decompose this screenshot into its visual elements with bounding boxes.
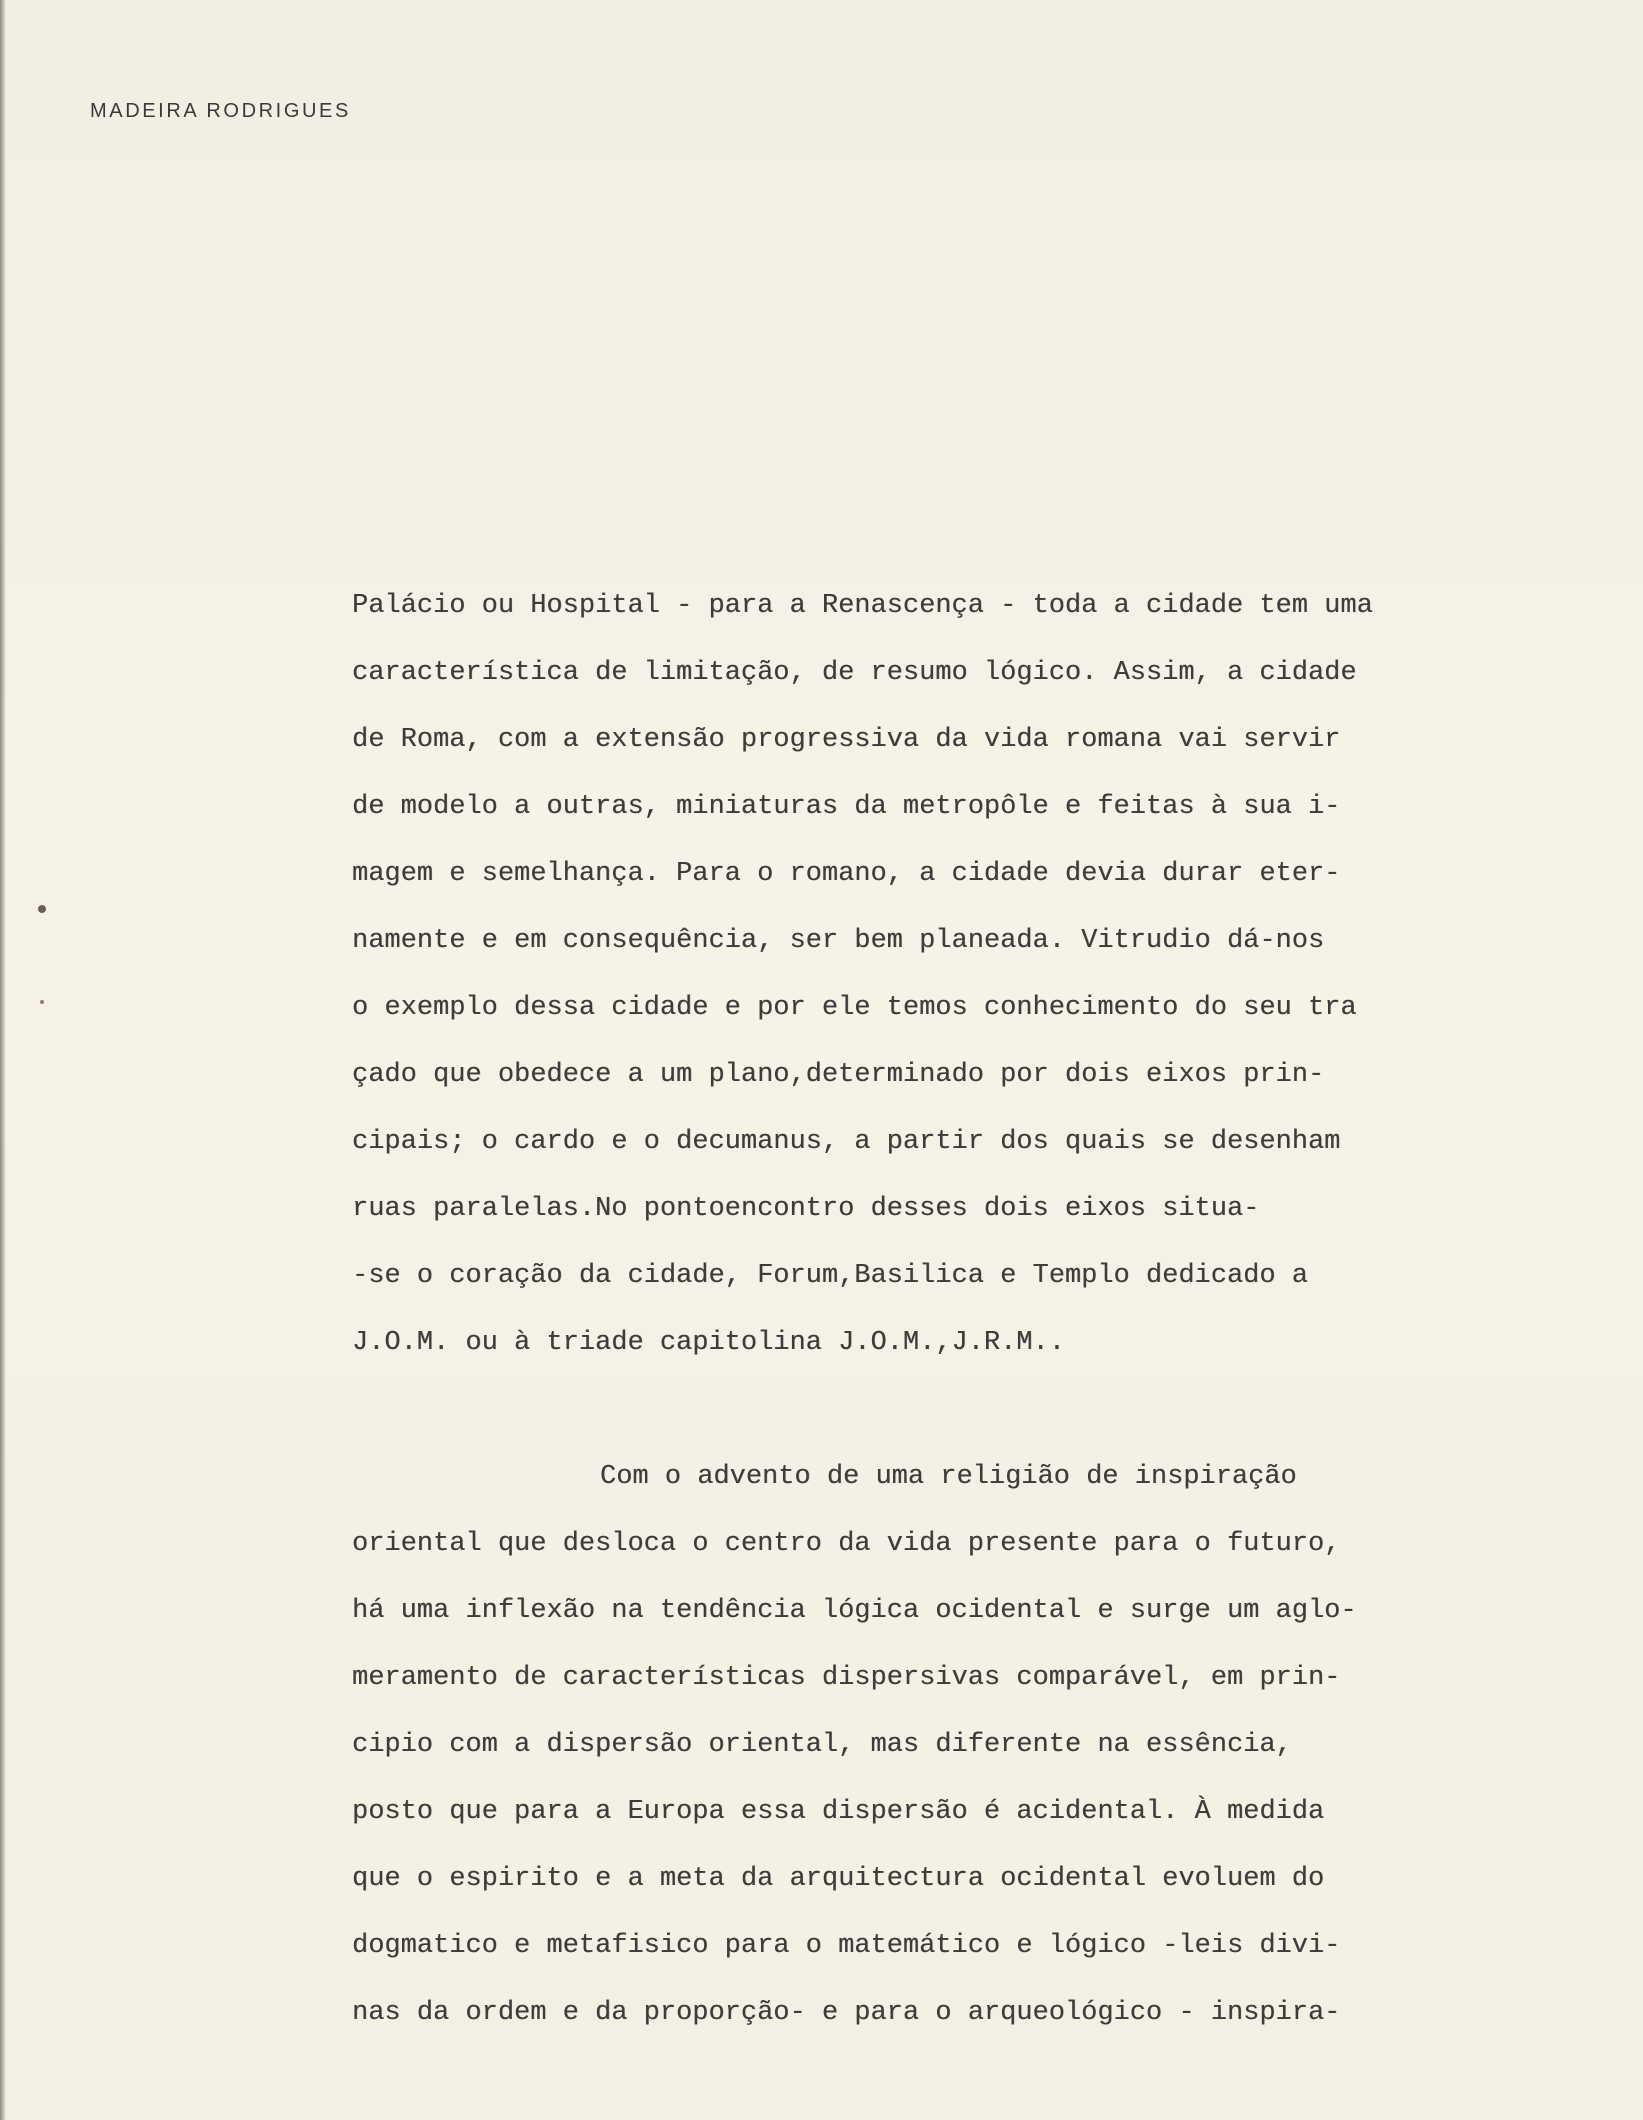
text-line: o exemplo dessa cidade e por ele temos conhecimento do seu tra <box>352 993 1357 1023</box>
text-line: dogmatico e metafisico para o matemático e lógico -leis divi- <box>352 1931 1341 1961</box>
text-line: Palácio ou Hospital - para a Renascença - toda a cidade tem uma <box>352 591 1373 621</box>
text-line: que o espirito e a meta da arquitectura ocidental evoluem do <box>352 1864 1325 1894</box>
text-line: cipio com a dispersão oriental, mas diferente na essência, <box>352 1730 1292 1760</box>
text-line: J.O.M. ou à triade capitolina J.O.M.,J.R.M.. <box>352 1328 1065 1358</box>
text-line: Com o advento de uma religião de inspiração <box>600 1462 1297 1492</box>
text-line: namente e em consequência, ser bem planeada. Vitrudio dá-nos <box>352 926 1325 956</box>
text-line: magem e semelhança. Para o romano, a cidade devia durar eter- <box>352 859 1341 889</box>
ink-speck <box>40 1000 44 1004</box>
text-line: de modelo a outras, miniaturas da metropôle e feitas à sua i- <box>352 792 1341 822</box>
text-line: de Roma, com a extensão progressiva da vida romana vai servir <box>352 725 1341 755</box>
page-left-edge <box>0 0 6 2120</box>
text-line: ruas paralelas.No pontoencontro desses dois eixos situa- <box>352 1194 1260 1224</box>
text-line: cipais; o cardo e o decumanus, a partir dos quais se desenham <box>352 1127 1341 1157</box>
text-line: oriental que desloca o centro da vida presente para o futuro, <box>352 1529 1341 1559</box>
text-line: característica de limitação, de resumo lógico. Assim, a cidade <box>352 658 1357 688</box>
text-line: há uma inflexão na tendência lógica ocidental e surge um aglo- <box>352 1596 1357 1626</box>
text-line: posto que para a Europa essa dispersão é acidental. À medida <box>352 1797 1325 1827</box>
text-line: -se o coração da cidade, Forum,Basilica e Templo dedicado a <box>352 1261 1308 1291</box>
page-header: MADEIRA RODRIGUES <box>90 100 351 122</box>
text-line: meramento de características dispersivas comparável, em prin- <box>352 1663 1341 1693</box>
ink-speck <box>38 905 46 913</box>
text-line: çado que obedece a um plano,determinado por dois eixos prin- <box>352 1060 1325 1090</box>
text-line: nas da ordem e da proporção- e para o arqueológico - inspira- <box>352 1998 1341 2028</box>
